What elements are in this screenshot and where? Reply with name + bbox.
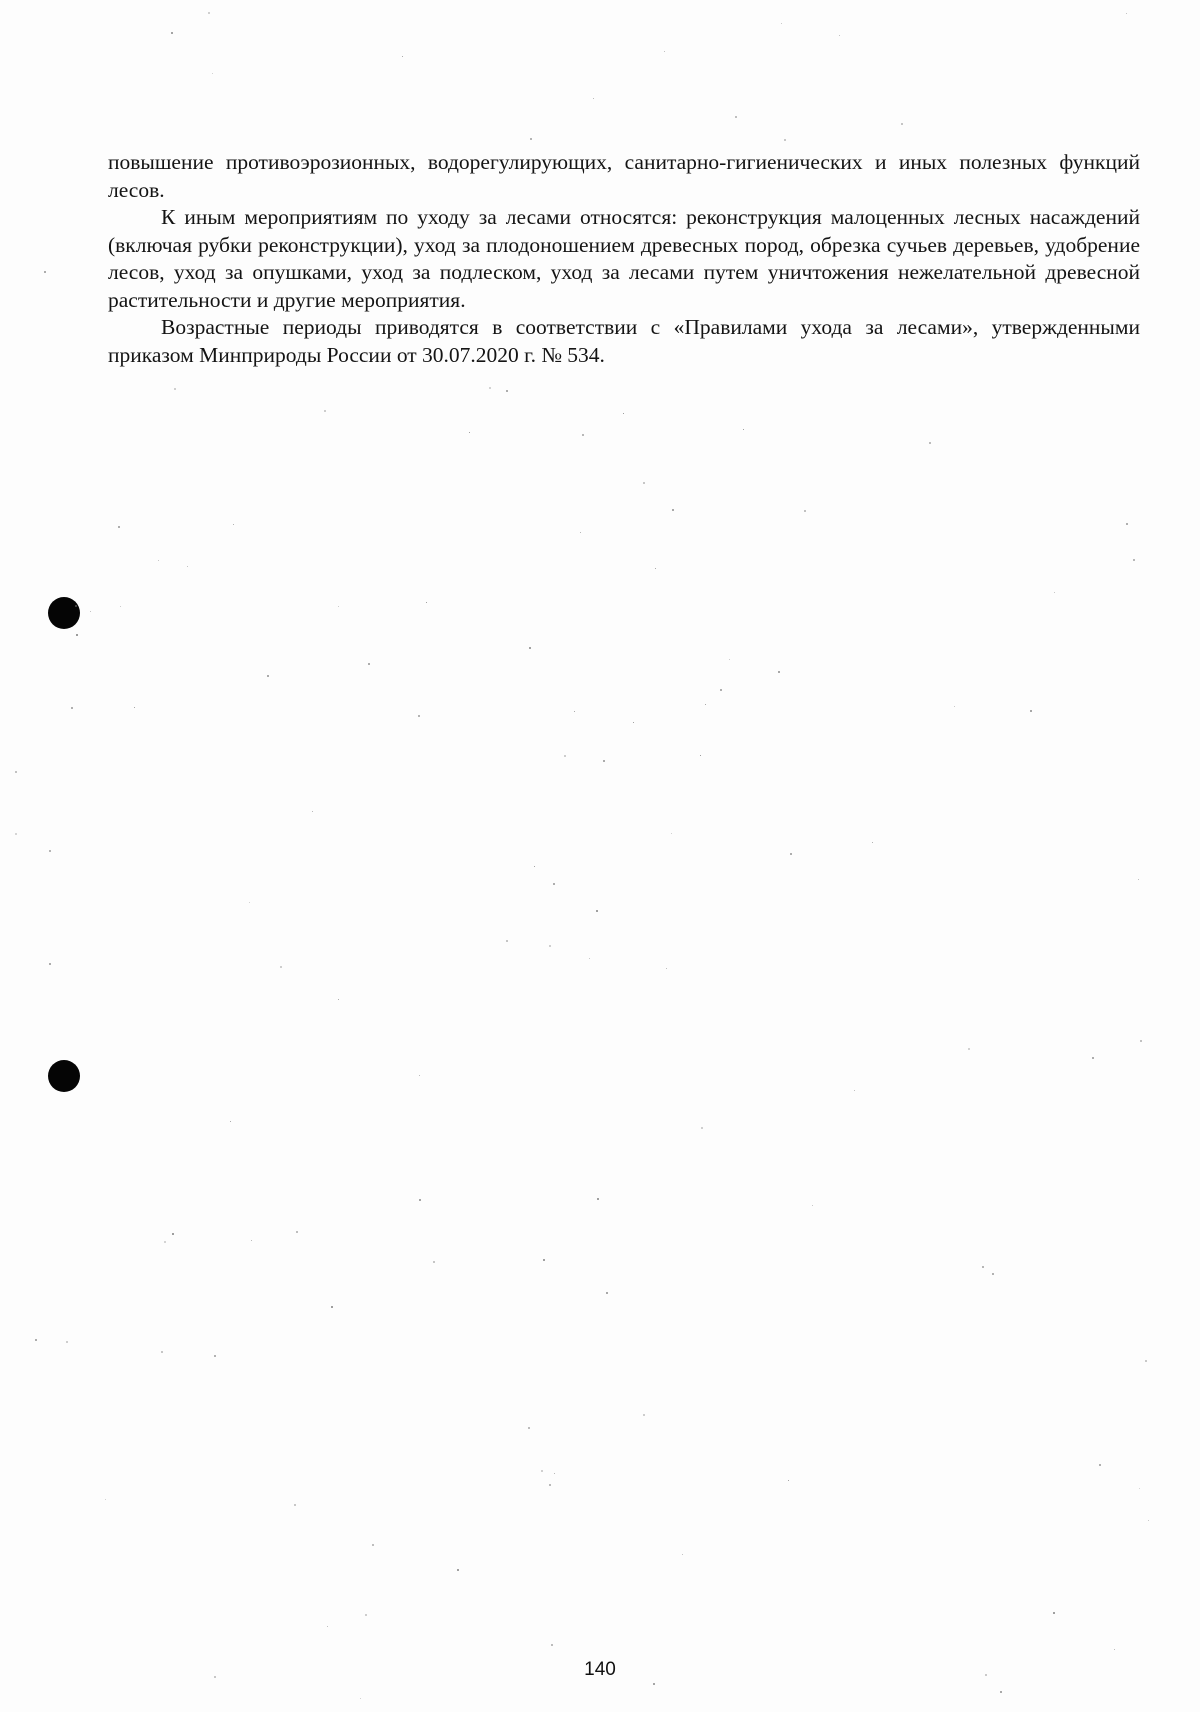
scan-speck	[118, 526, 120, 528]
scan-speck	[643, 482, 645, 484]
scan-speck	[606, 1292, 608, 1294]
scan-speck	[671, 833, 672, 834]
scan-speck	[76, 634, 78, 636]
scan-speck	[158, 560, 159, 561]
scan-speck	[214, 1676, 216, 1678]
scan-speck	[985, 1674, 987, 1676]
scan-speck	[1138, 879, 1139, 880]
scan-speck	[324, 410, 326, 412]
scan-speck	[267, 675, 269, 677]
scan-speck	[457, 1569, 459, 1571]
scan-speck	[426, 602, 427, 603]
scan-speck	[664, 51, 665, 52]
scan-speck	[208, 12, 210, 14]
scan-speck	[778, 671, 780, 673]
scan-speck	[589, 958, 590, 959]
scan-speck	[360, 1698, 361, 1699]
scan-speck	[596, 910, 598, 912]
scan-speck	[812, 1205, 813, 1206]
scan-speck	[331, 1306, 333, 1308]
scan-speck	[338, 999, 339, 1000]
scan-speck	[1133, 559, 1135, 561]
punch-hole-icon	[48, 597, 80, 629]
paragraph-age-periods: Возрастные периоды приводятся в соответствии с «Правилами ухода за лесами», утвержденными приказом Минприроды России от 30.07.2020 г. № 534.	[108, 315, 1140, 367]
scan-speck	[368, 663, 370, 665]
scan-speck	[554, 1473, 555, 1474]
scan-speck	[564, 755, 566, 757]
scan-speck	[655, 568, 656, 569]
scan-speck	[296, 1231, 298, 1233]
scan-speck	[528, 1427, 530, 1429]
scan-speck	[872, 842, 873, 843]
scan-speck	[701, 1127, 703, 1129]
scan-speck	[171, 32, 173, 34]
scan-speck	[15, 771, 17, 773]
scan-speck	[705, 704, 706, 705]
scan-speck	[49, 963, 51, 965]
scan-speck	[1092, 1057, 1094, 1059]
paragraph-other-measures: К иным мероприятиям по уходу за лесами относятся: реконструкция малоценных лесных насаждений (включая рубки реконструкции), уход за плодоношением древесных пород, обрезка сучьев деревьев, удобрение лесов, уход за опушками, уход за подлеском, уход за лесами путем уничтожения нежелательной древесной растительности и другие мероприятия.	[108, 205, 1140, 312]
scan-speck	[992, 1273, 994, 1275]
scan-speck	[327, 1626, 328, 1627]
scan-speck	[603, 760, 605, 762]
scan-speck	[541, 1470, 543, 1472]
scan-speck	[489, 387, 491, 389]
body-text	[108, 149, 1140, 369]
scan-speck	[1148, 1520, 1149, 1521]
scan-speck	[672, 509, 674, 511]
scan-speck	[506, 390, 508, 392]
scan-speck	[929, 442, 931, 444]
scan-speck	[574, 711, 575, 712]
scan-speck	[839, 35, 840, 36]
scan-speck	[71, 707, 73, 709]
scan-speck	[1140, 1040, 1142, 1042]
scan-speck	[529, 647, 531, 649]
scan-speck	[784, 139, 786, 141]
scan-speck	[901, 123, 903, 125]
scan-speck	[233, 524, 234, 525]
scan-speck	[312, 811, 313, 812]
scan-speck	[294, 1504, 296, 1506]
scan-speck	[633, 722, 634, 723]
page-number: 140	[584, 1659, 616, 1680]
scan-speck	[781, 23, 782, 24]
scan-speck	[251, 1240, 252, 1241]
scan-speck	[551, 1644, 553, 1646]
scan-speck	[66, 1341, 68, 1343]
scan-speck	[105, 1499, 106, 1500]
scan-speck	[1054, 592, 1055, 593]
scan-speck	[682, 1554, 683, 1555]
scan-speck	[790, 853, 792, 855]
scan-speck	[530, 138, 532, 140]
scan-speck	[735, 116, 737, 118]
scan-speck	[549, 945, 551, 947]
scan-speck	[597, 1198, 599, 1200]
scan-speck	[172, 1233, 174, 1235]
paragraph-continuation: повышение противоэрозионных, водорегулирующих, санитарно-гигиенических и иных полезных функций лесов.	[108, 150, 1140, 202]
scan-speck	[534, 866, 535, 867]
scan-speck	[729, 659, 730, 660]
scan-speck	[15, 833, 17, 835]
scan-speck	[120, 606, 121, 607]
scan-speck	[418, 715, 420, 717]
scan-speck	[280, 966, 282, 968]
scan-speck	[666, 968, 667, 969]
scan-speck	[230, 1121, 231, 1122]
scan-speck	[372, 1544, 374, 1546]
scan-speck	[643, 1414, 645, 1416]
scan-speck	[187, 566, 188, 567]
scan-speck	[338, 606, 339, 607]
scan-speck	[968, 1048, 970, 1050]
scan-speck	[365, 1614, 367, 1616]
scan-speck	[720, 689, 722, 691]
scan-speck	[1053, 1612, 1055, 1614]
scan-speck	[1099, 1464, 1101, 1466]
scan-speck	[1145, 1360, 1147, 1362]
scan-speck	[433, 1261, 435, 1263]
scan-speck	[700, 755, 701, 756]
scan-speck	[954, 706, 955, 707]
scan-speck	[134, 707, 135, 708]
scan-speck	[174, 388, 176, 390]
scan-speck	[402, 56, 403, 57]
scan-speck	[582, 434, 584, 436]
scan-speck	[804, 510, 806, 512]
scan-speck	[1139, 1488, 1140, 1489]
scan-speck	[35, 1339, 37, 1341]
scan-speck	[506, 940, 508, 942]
scan-speck	[1126, 523, 1128, 525]
scan-speck	[553, 883, 555, 885]
scan-speck	[1000, 1691, 1002, 1693]
scan-speck	[249, 902, 250, 903]
scan-speck	[1126, 13, 1127, 14]
scan-speck	[419, 1075, 420, 1076]
scan-speck	[44, 271, 46, 273]
scan-speck	[854, 1090, 855, 1091]
scan-speck	[1114, 1649, 1115, 1650]
scan-speck	[982, 1266, 984, 1268]
scan-speck	[543, 1259, 545, 1261]
scan-speck	[469, 432, 470, 433]
scan-speck	[593, 98, 594, 99]
scan-speck	[161, 1351, 163, 1353]
scan-speck	[1030, 710, 1032, 712]
scan-speck	[212, 73, 213, 74]
scan-speck	[90, 611, 91, 612]
scan-speck	[623, 413, 624, 414]
scan-speck	[419, 1199, 421, 1201]
scan-speck	[653, 1683, 655, 1685]
scan-speck	[75, 605, 77, 607]
scan-speck	[549, 1484, 551, 1486]
scan-speck	[788, 1480, 789, 1481]
scan-speck	[164, 1241, 166, 1243]
punch-hole-icon	[48, 1060, 80, 1092]
scan-speck	[49, 850, 51, 852]
scan-speck	[214, 1355, 216, 1357]
scan-speck	[743, 429, 744, 430]
scan-speck	[580, 532, 581, 533]
